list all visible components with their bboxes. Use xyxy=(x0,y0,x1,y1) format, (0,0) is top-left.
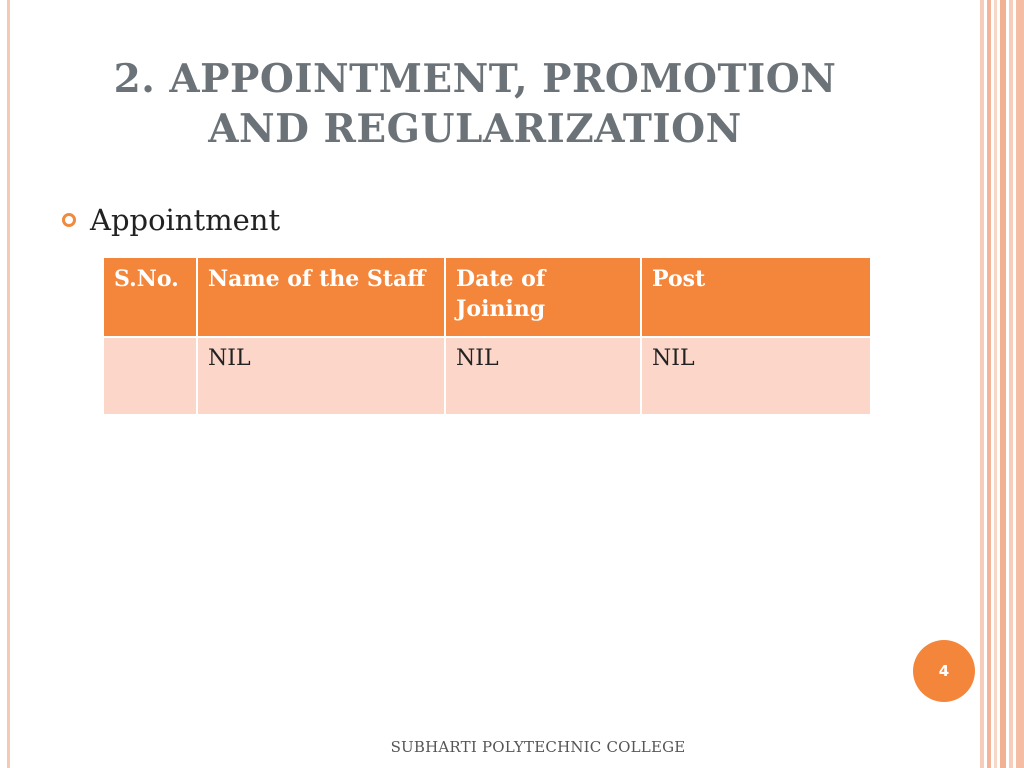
bullet-text: Appointment xyxy=(90,203,281,237)
cell-date: NIL xyxy=(445,337,641,415)
circle-bullet-icon xyxy=(62,213,76,227)
header-sno: S.No. xyxy=(103,257,197,337)
right-decor-stripe xyxy=(1009,0,1013,768)
right-decor-stripe xyxy=(987,0,991,768)
page-number-badge: 4 xyxy=(913,640,975,702)
table-header-row xyxy=(103,257,871,337)
slide-title: 2. APPOINTMENT, PROMOTION AND REGULARIZATION xyxy=(113,56,837,152)
right-decor-stripe xyxy=(1016,0,1024,768)
footer-text: SUBHARTI POLYTECHNIC COLLEGE xyxy=(390,738,686,756)
right-decor-stripe xyxy=(1000,0,1006,768)
header-name: Name of the Staff xyxy=(197,257,445,337)
table-row xyxy=(103,337,871,415)
right-decor-stripe xyxy=(994,0,997,768)
cell-sno xyxy=(103,337,197,415)
bullet-item xyxy=(62,198,280,242)
right-decor-stripe xyxy=(980,0,984,768)
appointment-table xyxy=(102,256,872,416)
header-post: Post xyxy=(641,257,871,337)
cell-name: NIL xyxy=(197,337,445,415)
header-date: Date of Joining xyxy=(445,257,641,337)
cell-post: NIL xyxy=(641,337,871,415)
left-border-line xyxy=(7,0,10,768)
